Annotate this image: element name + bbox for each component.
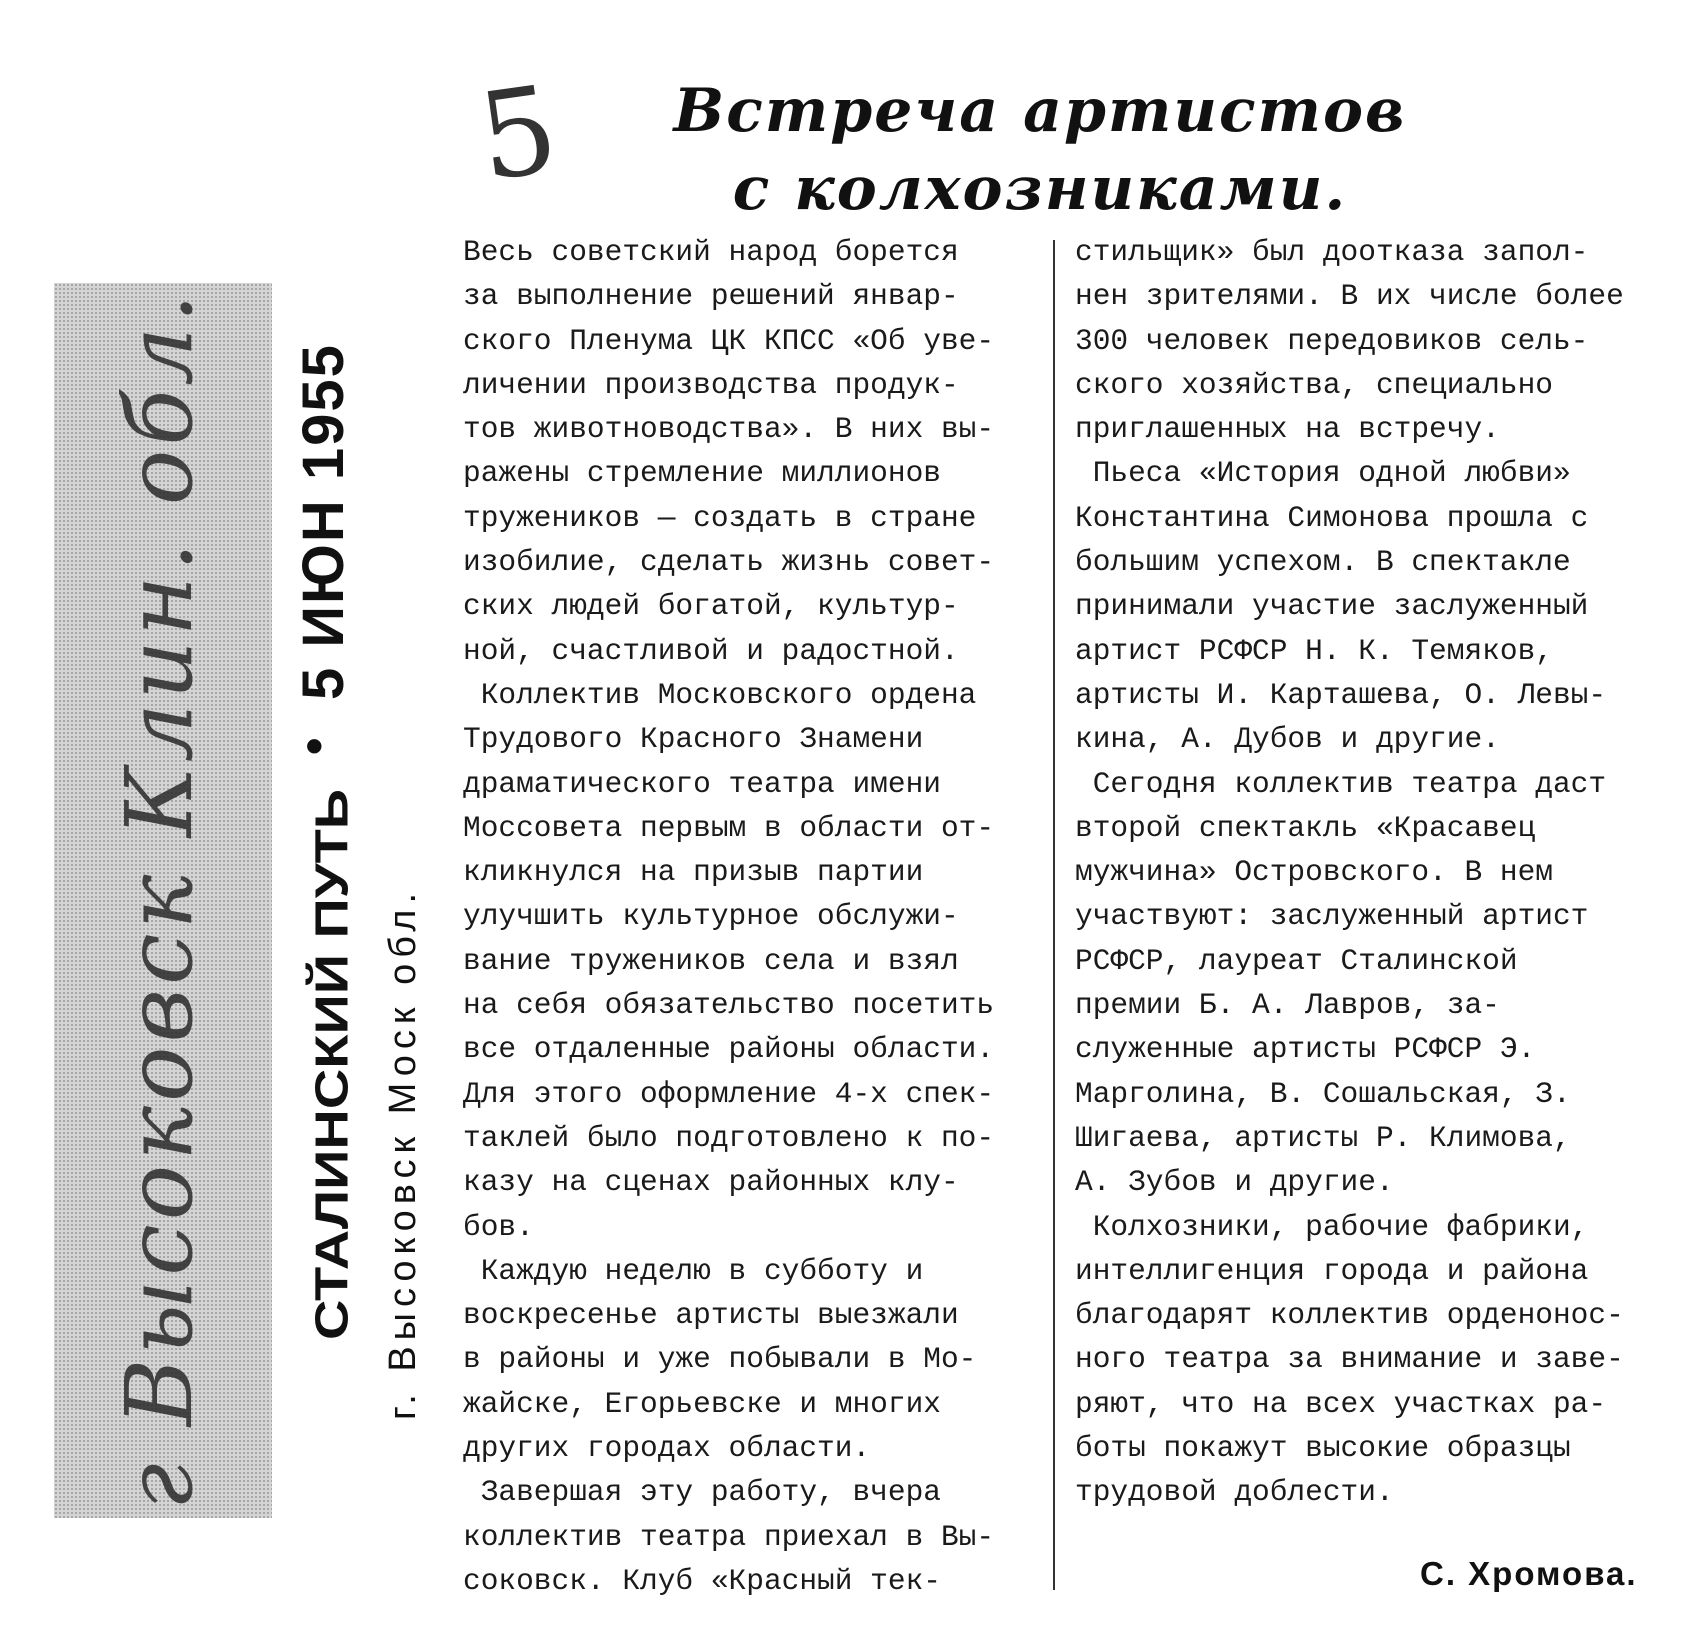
date-mark: • — [286, 737, 342, 755]
article-byline: С. Хромова. — [1420, 1555, 1638, 1592]
article-title: Встреча артистов с колхозниками. — [673, 76, 1407, 224]
article-column-right: стильщик» был доотказа запол- нен зрителями. В их числе более 300 человек передовиков сель- ского хозяйства, специально приглашенных на встречу. Пьеса «История одной любви» Константина Симонова прошла с большим успехом. В спектакле принимали участие заслуженный артист РСФСР Н. К. Темяков, артисты И. Карташева, О. Левы- кина, А. Дубов и другие. Сегодня коллектив театра даст второй спектакль «Красавец мужчина» Островского. В нем участвуют: заслуженный артист РСФСР, лауреат Сталинской премии Б. А. Лавров, за- служенные артисты РСФСР Э. Марголина, В. Сошальская, З. Шигаева, артисты Р. Климова, А. Зубов и другие. Колхозники, рабочие фабрики, интеллигенция города и района благодарят коллектив орденонос- ного театра за внимание и заве- ряют, что на всех участках ра- боты покажут высокие образцы трудовой доблести. — [1075, 235, 1624, 1510]
handwritten-note: г Высоковск Клин. обл. — [106, 289, 213, 1510]
newspaper-location: г. Высоковск Моск обл. — [382, 886, 424, 1420]
date-stamp: 5 ИЮН 1955 — [291, 343, 356, 700]
article-column-left: Весь советский народ борется за выполнение решений январ- ского Пленума ЦК КПСС «Об уве- личении производства продук- тов животноводства». В них вы- ражены стремление миллионов тружеников — создать в стране изобилие, сделать жизнь совет- ских людей богатой, культур- ной, счастливой и радостной. Коллектив Московского ордена Трудового Красного Знамени драматического театра имени Моссовета первым в области от- кликнулся на призыв партии улучшить культурное обслужи- вание тружеников села и взял на себя обязательство посетить все отдаленные районы области. Для этого оформление 4-х спек- таклей было подготовлено к по- казу на сценах районных клу- бов. Каждую неделю в субботу и воскресенье артисты выезжали в районы и уже побывали в Мо- жайске, Егорьевске и многих других городах области. Завершая эту работу, вчера коллектив театра приехал в Вы- соковск. Клуб «Красный тек- — [463, 235, 995, 1598]
clip-mark: 5 — [470, 60, 566, 209]
column-divider — [1053, 240, 1055, 1590]
newspaper-name: СТАЛИНСКИЙ ПУТЬ — [305, 788, 358, 1340]
